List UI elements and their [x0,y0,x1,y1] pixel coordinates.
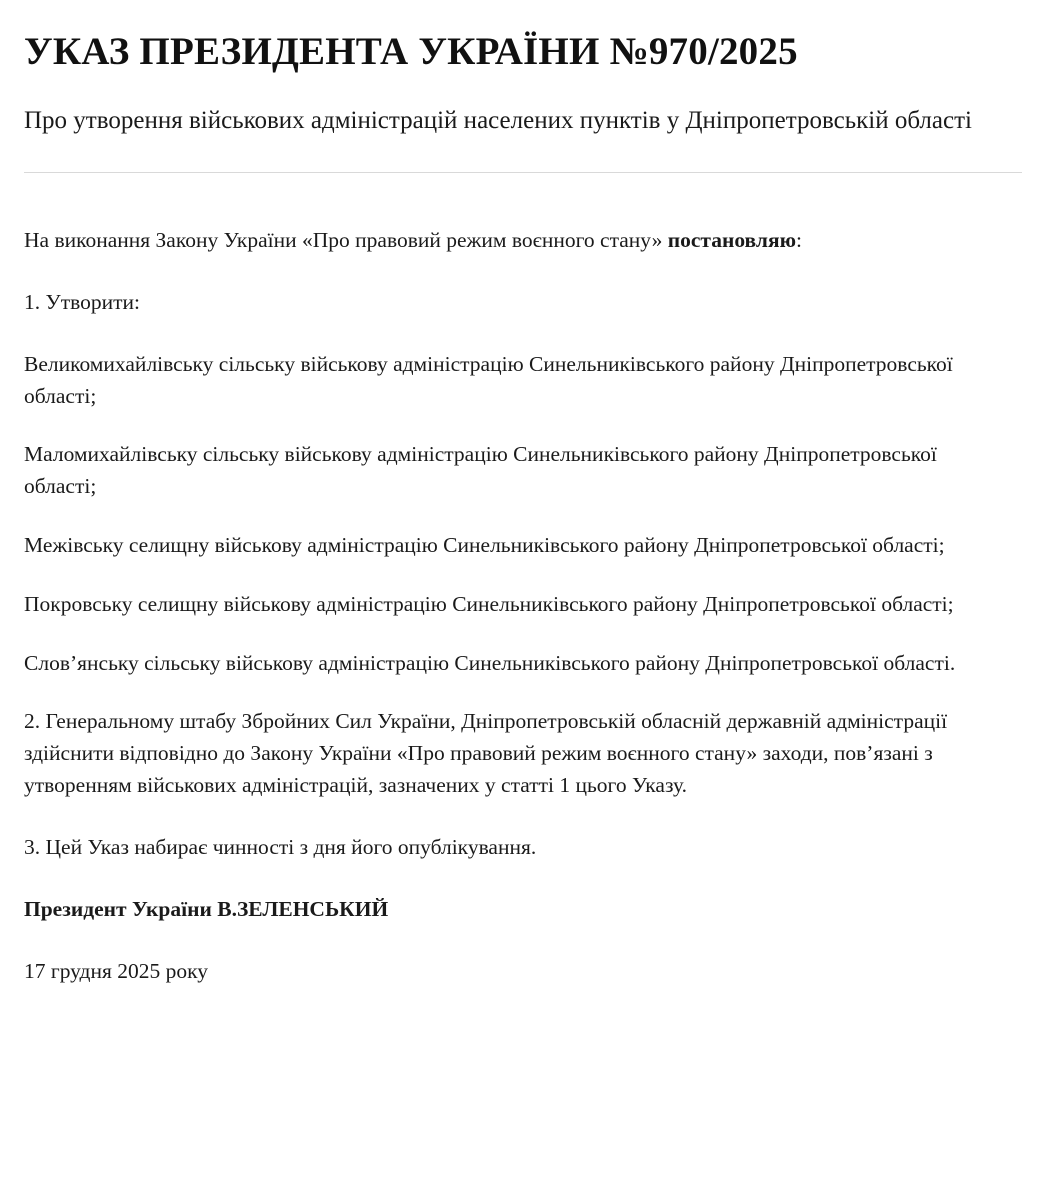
clause-2: 2. Генеральному штабу Збройних Сил України, Дніпропетровській обласній державній адміністрації здійснити відповідно до Закону України «Про правовий режим воєнного стану» заходи, пов’язані з утворенням військових адміністрацій, зазначених у статті 1 цього Указу. [24,709,948,798]
intro-paragraph [24,225,1014,257]
header-divider [24,172,1022,173]
page-title: УКАЗ ПРЕЗИДЕНТА УКРАЇНИ №970/2025 [24,30,798,73]
document-date: 17 грудня 2025 року [24,958,209,983]
list-item: Покровську селищну військову адміністрацію Синельниківського району Дніпропетровської області; [24,591,954,616]
list-item: Маломихайлівську сільську військову адміністрацію Синельниківського району Дніпропетровської області; [24,442,937,499]
document-body [24,225,1022,987]
list-item: Межівську селищну військову адміністрацію Синельниківського району Дніпропетровської області; [24,533,945,558]
clause-1: 1. Утворити: [24,289,141,314]
intro-emphasis: постановляю [667,228,797,253]
list-item: Великомихайлівську сільську військову адміністрацію Синельниківського району Дніпропетровської області; [24,351,953,408]
intro-prefix: На виконання Закону України «Про правовий режим воєнного стану» [24,228,668,253]
signature-line: Президент України В.ЗЕЛЕНСЬКИЙ [24,896,389,921]
document-subtitle: Про утворення військових адміністрацій населених пунктів у Дніпропетровській області [24,106,972,134]
clause-3: 3. Цей Указ набирає чинності з дня його опублікування. [24,834,537,859]
list-item: Слов’янську сільську військову адміністрацію Синельниківського району Дніпропетровської області. [24,650,956,675]
intro-suffix: : [796,228,802,253]
